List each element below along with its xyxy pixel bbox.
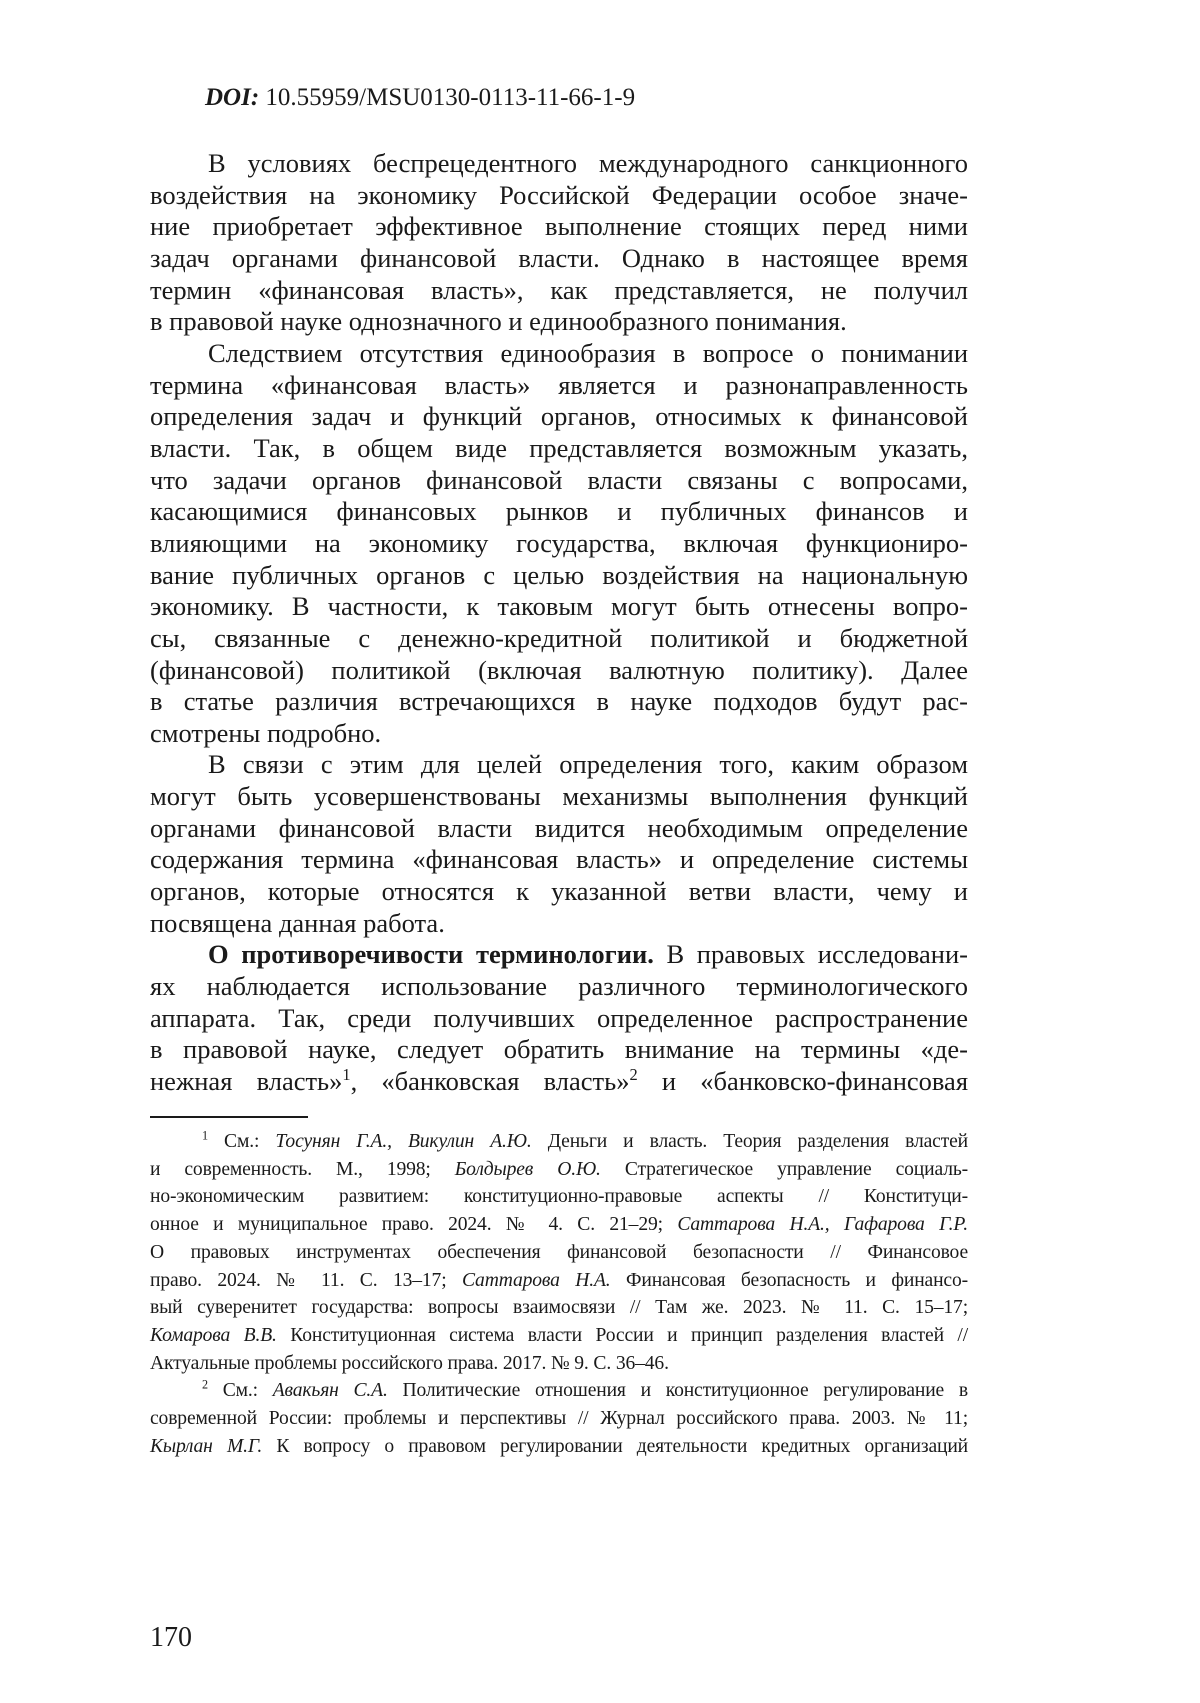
footnotes xyxy=(150,1128,968,1460)
author-name: Болдырев О.Ю. xyxy=(454,1158,601,1180)
footnote-separator xyxy=(150,1116,308,1118)
author-name: Тосунян Г.А., Викулин А.Ю. xyxy=(275,1131,532,1152)
text-line xyxy=(150,1156,968,1184)
text-segment: но-экономическим развитием: конституционно-правовые аспекты // Конституци- xyxy=(150,1186,968,1208)
text-line xyxy=(150,1211,968,1239)
text-line xyxy=(150,686,968,718)
section-heading: О противоречивости терминологии. xyxy=(208,939,654,970)
text-segment: вый суверенитет государства: вопросы взаимосвязи // Там же. 2023. № 11. С. 15–17; xyxy=(150,1297,968,1319)
text-line xyxy=(150,876,968,908)
text-line xyxy=(150,465,968,497)
main-text xyxy=(150,148,968,1098)
text-segment: могут быть усовершенствованы механизмы выполнения функций xyxy=(150,781,968,812)
text-segment: определения задач и функций органов, относимых к финансовой xyxy=(150,401,968,432)
author-name: Саттарова Н.А. xyxy=(462,1269,611,1291)
text-line xyxy=(150,211,968,243)
text-segment: содержания термина «финансовая власть» и определение системы xyxy=(150,844,968,875)
text-line xyxy=(150,433,968,465)
text-segment: Политические отношения и конституционное регулирование в xyxy=(387,1380,968,1402)
text-segment: В правовых исследовани- xyxy=(653,939,968,970)
text-line xyxy=(150,623,968,655)
author-name: Кырлан М.Г. xyxy=(150,1435,263,1457)
text-line xyxy=(150,148,968,180)
text-line xyxy=(150,338,968,370)
text-segment: в статье различия встречающихся в науке подходов будут рас- xyxy=(150,686,968,717)
text-line xyxy=(150,1433,968,1461)
text-segment: в правовой науке, следует обратить внимание на термины «де- xyxy=(150,1034,968,1065)
text-line xyxy=(150,1350,968,1378)
text-segment: и «банковско-финансовая xyxy=(637,1066,969,1097)
text-line xyxy=(150,560,968,592)
text-line xyxy=(150,1066,968,1098)
text-line xyxy=(150,1377,968,1405)
text-line xyxy=(150,908,968,940)
text-line xyxy=(150,1239,968,1267)
text-segment: В связи с этим для целей определения того, каким образом xyxy=(208,749,968,780)
footnote-ref[interactable]: 1 xyxy=(202,1128,208,1143)
text-segment: Следствием отсутствия единообразия в вопросе о понимании xyxy=(208,337,968,368)
text-line xyxy=(150,401,968,433)
text-segment: сы, связанные с денежно-кредитной политикой и бюджетной xyxy=(150,622,968,653)
text-segment: , «банковская власть» xyxy=(350,1066,630,1097)
doi-label: DOI: xyxy=(205,84,260,111)
text-segment: (финансовой) политикой (включая валютную политику). Далее xyxy=(150,654,968,685)
text-line xyxy=(150,243,968,275)
text-line xyxy=(150,971,968,1003)
text-line xyxy=(150,1322,968,1350)
text-segment: Финансовая безопасность и финансо- xyxy=(610,1269,968,1291)
text-segment: задач органами финансовой власти. Однако в настоящее время xyxy=(150,242,968,273)
text-segment: нежная власть» xyxy=(150,1066,343,1097)
page-number: 170 xyxy=(150,1622,192,1653)
footnote-ref[interactable]: 2 xyxy=(202,1377,208,1392)
text-line xyxy=(150,1405,968,1433)
text-segment: В условиях беспрецедентного международного санкционного xyxy=(208,148,968,178)
text-segment: См.: xyxy=(207,1131,276,1152)
text-segment: Конституционная система власти России и принцип разделения властей // xyxy=(276,1324,969,1346)
text-line xyxy=(150,655,968,687)
text-segment: онное и муниципальное право. 2024. № 4. С. 21–29; xyxy=(150,1214,678,1236)
text-segment: аппарата. Так, среди получивших определенное распространение xyxy=(150,1002,968,1033)
text-segment: ние приобретает эффективное выполнение стоящих перед ними xyxy=(150,211,968,242)
footnote xyxy=(150,1128,968,1377)
text-segment: вание публичных органов с целью воздействия на национальную xyxy=(150,559,968,590)
text-line xyxy=(150,781,968,813)
text-segment: влияющими на экономику государства, включая функциониро- xyxy=(150,527,968,558)
text-segment: посвящена данная работа. xyxy=(150,907,445,938)
footnote-ref[interactable]: 1 xyxy=(342,1065,351,1085)
text-segment: смотрены подробно. xyxy=(150,717,382,748)
text-line xyxy=(150,1294,968,1322)
text-line xyxy=(150,844,968,876)
text-segment: См.: xyxy=(207,1380,273,1402)
doi-line xyxy=(205,84,635,112)
paragraph xyxy=(150,939,968,1097)
text-segment: что задачи органов финансовой власти связаны с вопросами, xyxy=(150,464,968,495)
doi-value[interactable]: 10.55959/MSU0130-0113-11-66-1-9 xyxy=(259,84,636,111)
text-segment: К вопросу о правовом регулировании деятельности кредитных организаций xyxy=(262,1435,969,1457)
footnote xyxy=(150,1377,968,1460)
paragraph xyxy=(150,338,968,750)
text-segment: О правовых инструментах обеспечения финансовой безопасности // Финансовое xyxy=(150,1241,968,1263)
text-segment: воздействия на экономику Российской Федерации особое значе- xyxy=(150,179,968,210)
text-segment: термина «финансовая власть» является и разнонаправленность xyxy=(150,369,968,400)
paragraph xyxy=(150,749,968,939)
text-segment: в правовой науке однозначного и единообразного понимания. xyxy=(150,306,847,337)
author-name: Авакьян С.А. xyxy=(272,1380,388,1402)
text-segment: ях наблюдается использование различного терминологического xyxy=(150,971,968,1002)
text-line xyxy=(150,528,968,560)
text-segment: Стратегическое управление социаль- xyxy=(600,1158,968,1180)
text-line xyxy=(150,496,968,528)
text-segment: власти. Так, в общем виде представляется возможным указать, xyxy=(150,432,968,463)
text-segment: экономику. В частности, к таковым могут быть отнесены вопро- xyxy=(150,591,968,622)
author-name: Комарова В.В. xyxy=(150,1324,277,1346)
footnote-ref[interactable]: 2 xyxy=(629,1065,638,1085)
text-segment: органами финансовой власти видится необходимым определение xyxy=(150,812,968,843)
text-line xyxy=(150,813,968,845)
text-line xyxy=(150,939,968,971)
text-segment: касающимися финансовых рынков и публичных финансов и xyxy=(150,496,968,527)
text-segment: право. 2024. № 11. С. 13–17; xyxy=(150,1269,462,1291)
text-line xyxy=(150,1003,968,1035)
text-line xyxy=(150,749,968,781)
text-line xyxy=(150,1183,968,1211)
text-segment: Актуальные проблемы российского права. 2017. № 9. С. 36–46. xyxy=(150,1352,669,1374)
text-segment: органов, которые относятся к указанной ветви власти, чему и xyxy=(150,876,968,907)
text-segment: современной России: проблемы и перспективы // Журнал российского права. 2003. № 11; xyxy=(150,1408,968,1430)
text-line xyxy=(150,1128,968,1156)
text-segment: и современность. М., 1998; xyxy=(150,1158,455,1180)
author-name: Саттарова Н.А., Гафарова Г.Р. xyxy=(677,1214,968,1236)
text-segment: термин «финансовая власть», как представляется, не получил xyxy=(150,274,968,305)
text-line xyxy=(150,275,968,307)
text-line xyxy=(150,718,968,750)
text-line xyxy=(150,1267,968,1295)
text-line xyxy=(150,180,968,212)
text-segment: Деньги и власть. Теория разделения властей xyxy=(531,1131,968,1152)
text-line xyxy=(150,591,968,623)
text-line xyxy=(150,370,968,402)
paragraph xyxy=(150,148,968,338)
text-line xyxy=(150,1034,968,1066)
text-line xyxy=(150,306,968,338)
